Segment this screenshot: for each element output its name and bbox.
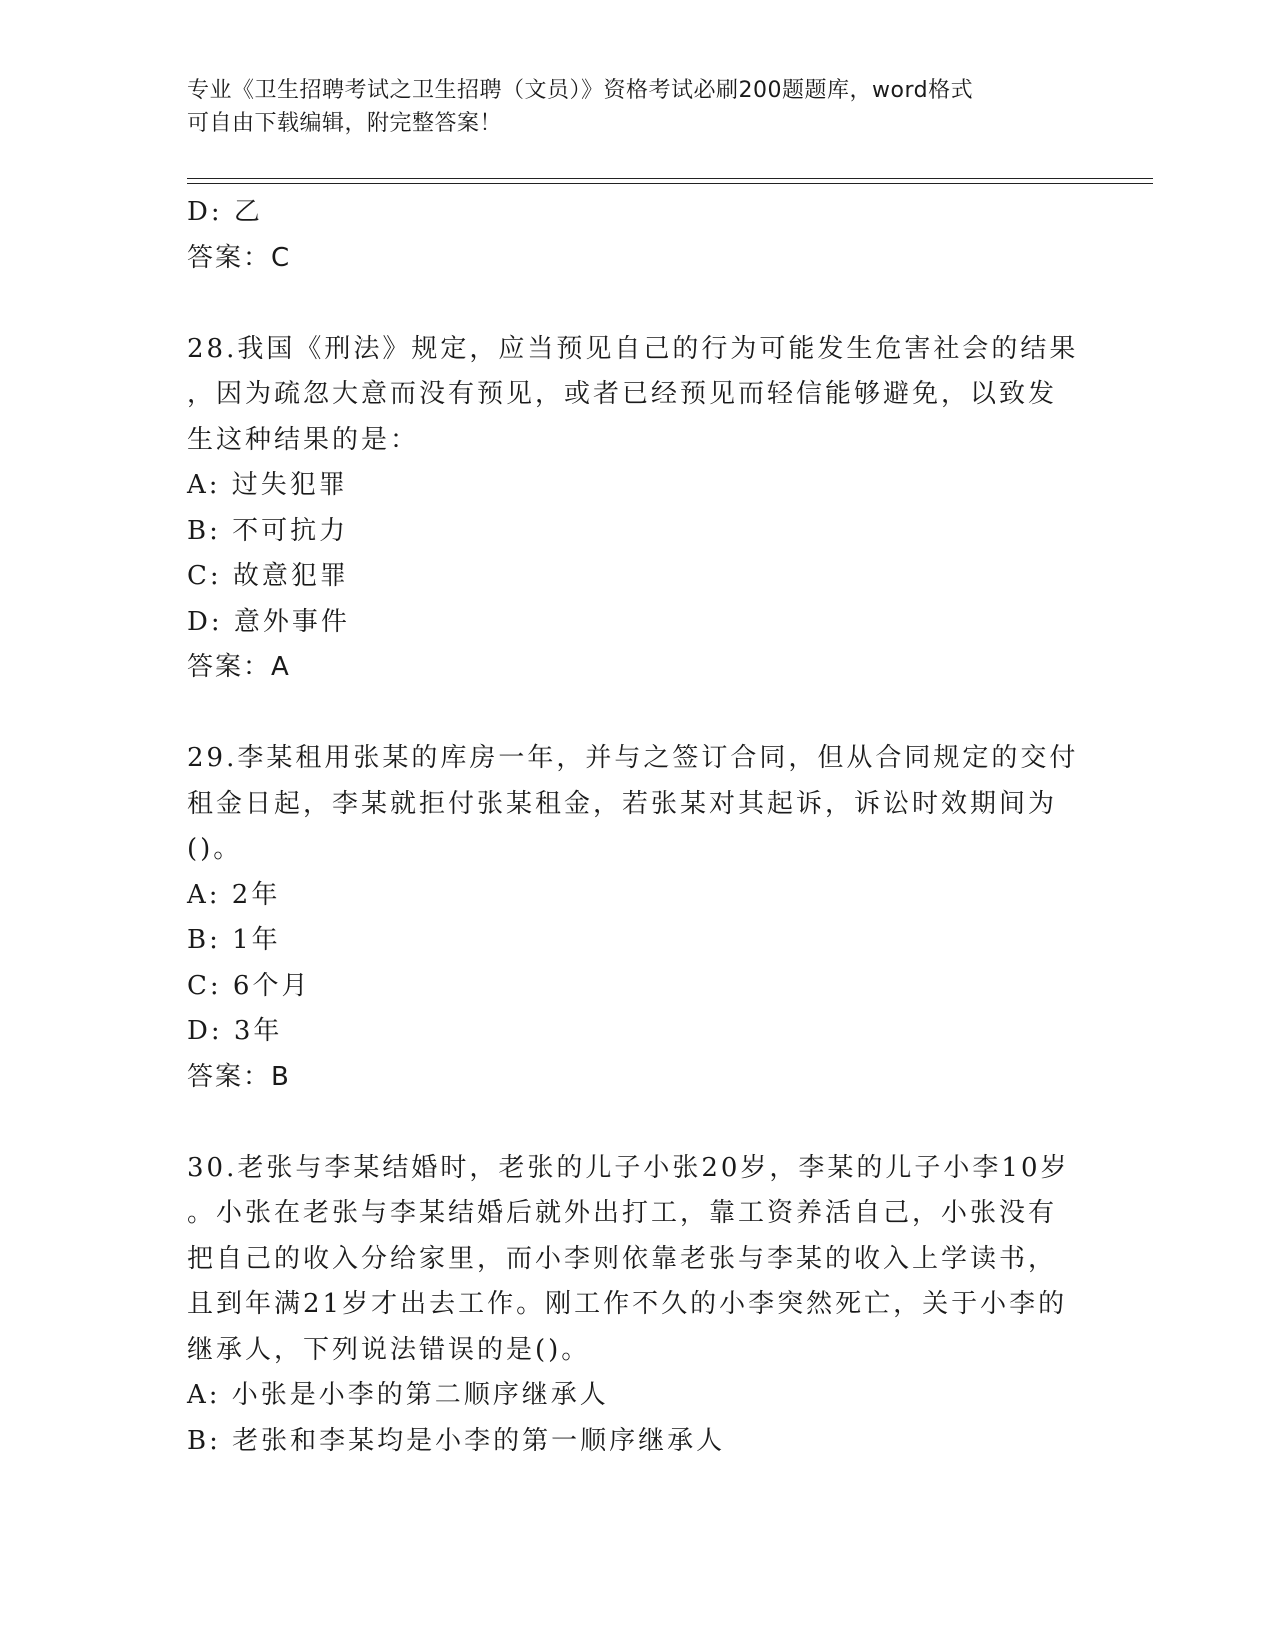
header-title-line-2: 可自由下载编辑，附完整答案！ [187,111,503,136]
option-a: A: 过失犯罪 [187,470,348,500]
option-b: B: 老张和李某均是小李的第一顺序继承人 [187,1425,726,1456]
question-29 [187,736,1087,1100]
option-a: A: 2年 [187,879,281,910]
option-b: B: 不可抗力 [187,515,349,546]
option-c: C: 故意犯罪 [187,561,349,591]
question-text-line: 30.老张与李某结婚时，老张的儿子小张20岁，李某的儿子小李10岁 [187,1152,1070,1183]
answer-line: 答案：A [187,652,291,682]
spacer [187,281,1087,327]
document-body [187,190,1087,1464]
option-d: D: 乙 [187,197,263,227]
question-text-line: 。小张在老张与李某结婚后就外出打工，靠工资养活自己，小张没有 [187,1198,1058,1228]
spacer [187,691,1087,737]
answer-line: 答案：C [187,242,292,273]
header-divider-top [187,178,1153,179]
option-b: B: 1年 [187,925,281,955]
question-text-line: 租金日起，李某就拒付张某租金，若张某对其起诉，诉讼时效期间为 [187,788,1058,819]
option-a: A: 小张是小李的第二顺序继承人 [187,1380,609,1410]
option-d: D: 3年 [187,1016,283,1046]
question-text-line: ()。 [187,834,243,864]
option-d: D: 意外事件 [187,606,350,637]
answer-line: 答案：B [187,1061,291,1092]
document-header [187,74,1067,140]
spacer [187,1100,1087,1146]
header-divider-bottom [187,183,1153,184]
question-text-line: 把自己的收入分给家里，而小李则依靠老张与李某的收入上学读书， [187,1243,1058,1274]
question-30 [187,1146,1087,1465]
question-text-line: 继承人，下列说法错误的是()。 [187,1334,591,1365]
question-text-line: ，因为疏忽大意而没有预见，或者已经预见而轻信能够避免，以致发 [187,379,1058,409]
question-28 [187,327,1087,691]
option-c: C: 6个月 [187,970,311,1001]
question-text-line: 生这种结果的是： [187,424,420,455]
header-title-line-1: 专业《卫生招聘考试之卫生招聘（文员）》资格考试必刷200题题库，word格式 [187,78,974,103]
question-text-line: 28.我国《刑法》规定，应当预见自己的行为可能发生危害社会的结果 [187,333,1079,364]
question-text-line: 29.李某租用张某的库房一年，并与之签订合同，但从合同规定的交付 [187,743,1079,773]
question-text-line: 且到年满21岁才出去工作。刚工作不久的小李突然死亡，关于小李的 [187,1289,1068,1319]
